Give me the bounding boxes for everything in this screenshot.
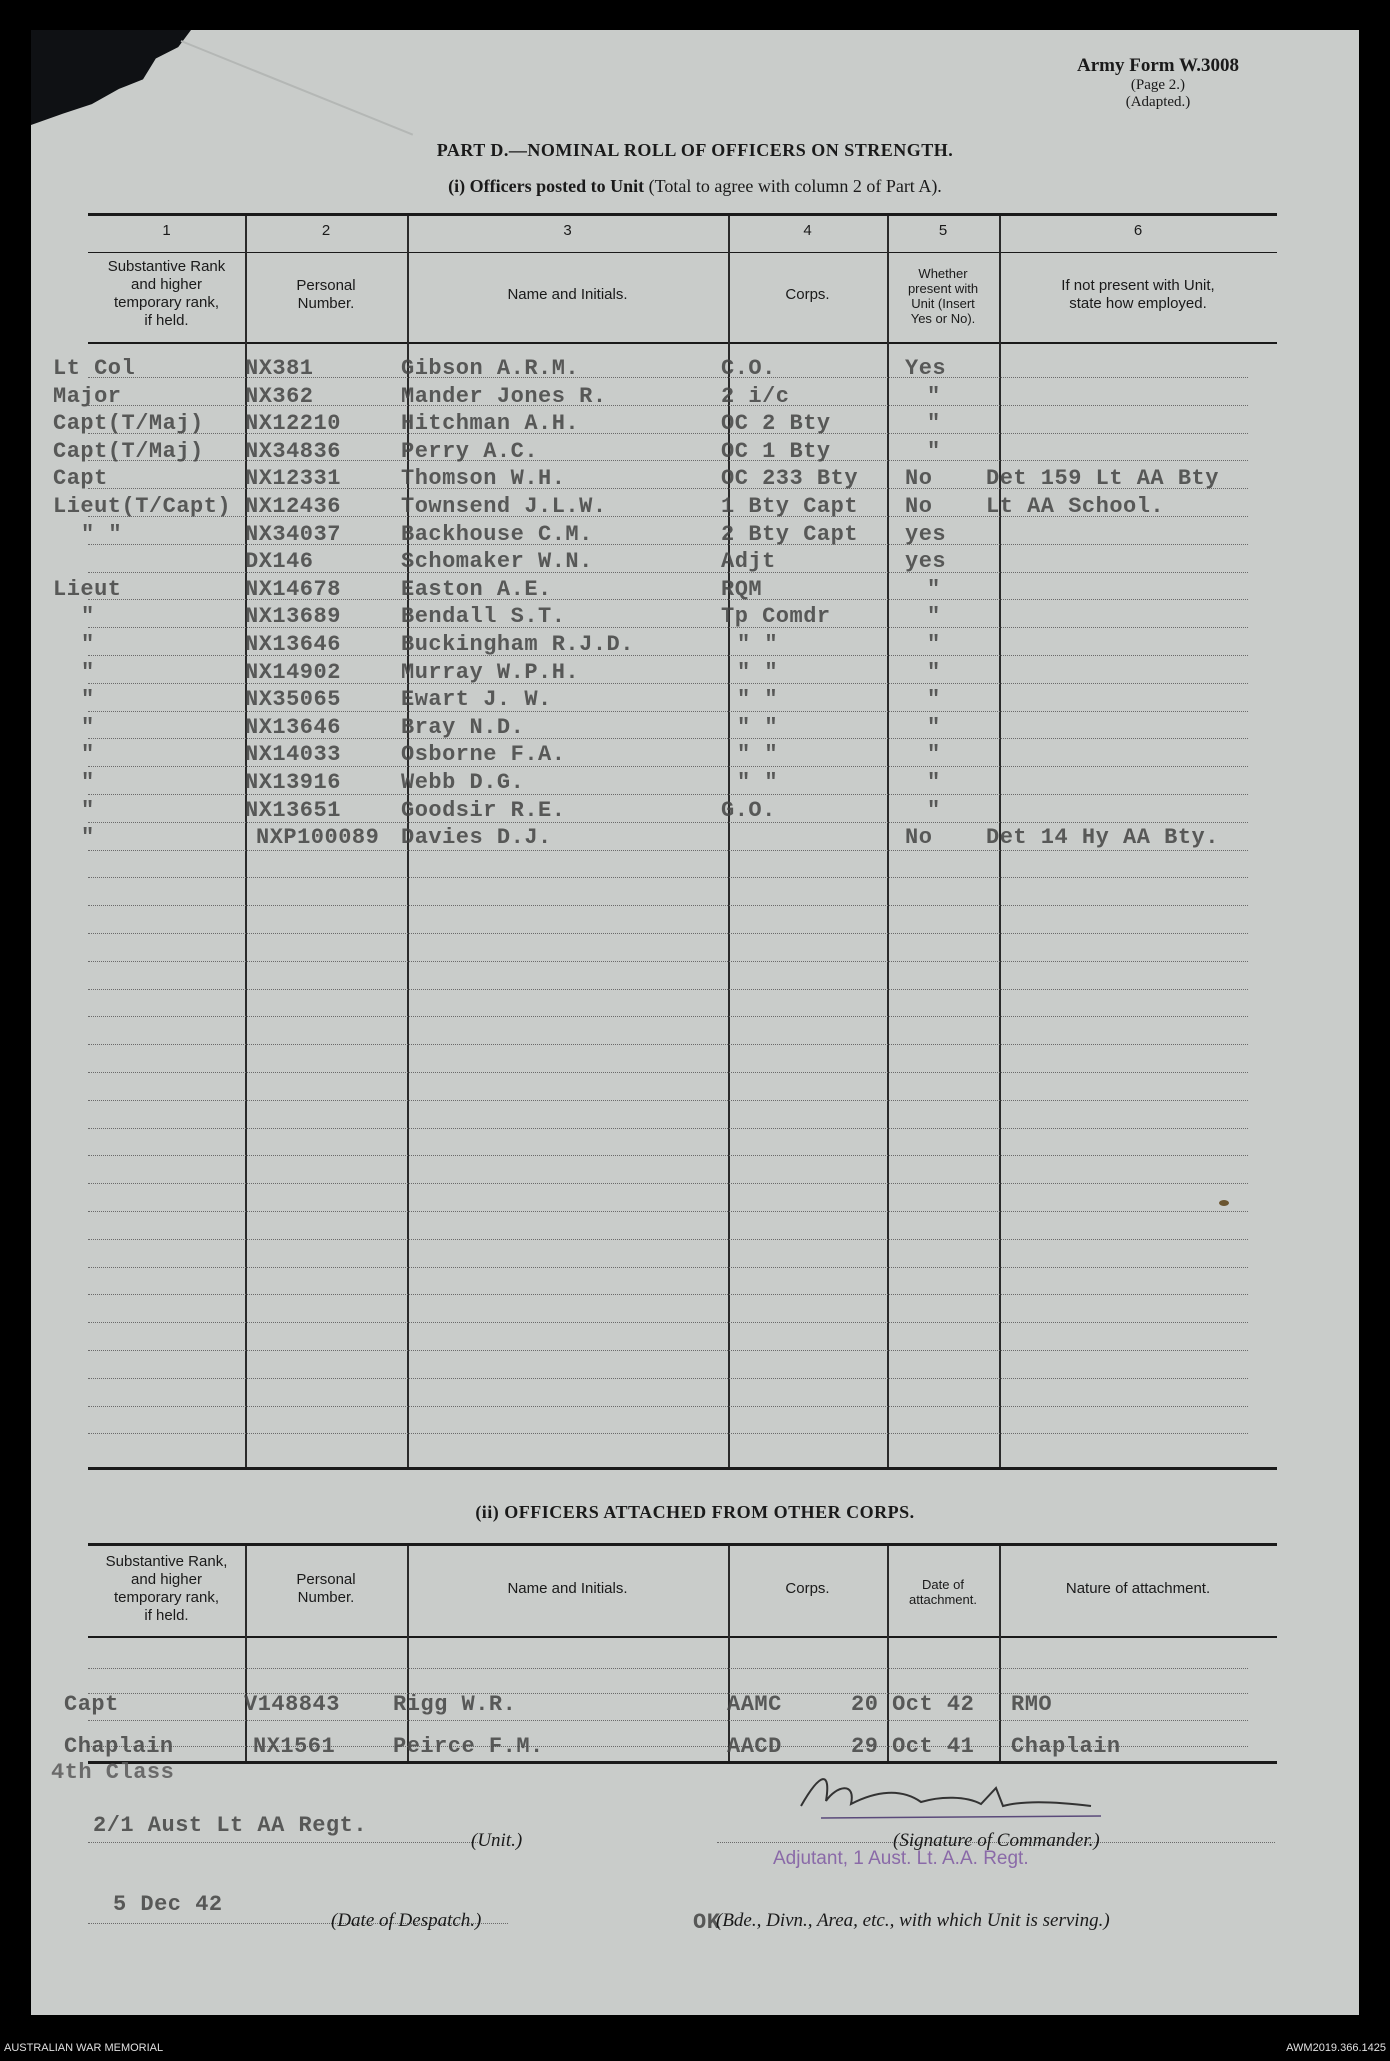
roll-name: Goodsir R.E. <box>401 797 566 823</box>
table1-bottom-rule <box>88 1467 1277 1470</box>
attached-name: Peirce F.M. <box>393 1734 544 1759</box>
form-page: (Page 2.) <box>1130 77 1186 93</box>
header-rank <box>88 258 245 330</box>
table1-col-divider-4 <box>887 216 889 1467</box>
roll-corps: " " <box>737 742 779 768</box>
roll-present: " <box>927 770 941 795</box>
roll-present: No <box>905 466 933 492</box>
roll-name: Perry A.C. <box>401 438 539 464</box>
attached-rank: Capt <box>64 1692 119 1717</box>
archive-name: AUSTRALIAN WAR MEMORIAL <box>4 2042 164 2054</box>
bde-value: OK <box>693 1910 721 1935</box>
header2-rank-line: Substantive Rank, <box>105 1553 228 1570</box>
ruled-line <box>88 1350 1248 1351</box>
roll-present: " <box>927 576 941 602</box>
ruled-line <box>88 1239 1248 1240</box>
roll-corps: 2 Bty Capt <box>721 521 859 547</box>
roll-corps: C.O. <box>721 356 776 381</box>
header2-number-line: Number. <box>297 1589 355 1606</box>
roll-rank: " <box>81 632 95 657</box>
roll-name: Mander Jones R. <box>401 383 607 409</box>
ruled-line <box>88 961 1248 962</box>
roll-number: NX12210 <box>245 411 341 437</box>
header-present-line: Yes or No). <box>910 311 976 326</box>
form-number: Army Form W.3008 <box>1076 55 1239 76</box>
roll-present: " <box>927 687 941 713</box>
header2-rank-line: temporary rank, <box>113 1589 220 1606</box>
header2-rank-line: and higher <box>131 1571 202 1588</box>
roll-employed: Det 159 Lt AA Bty <box>986 466 1219 492</box>
header2-corps: Corps. <box>785 1580 830 1597</box>
roll-name: Hitchman A.H. <box>401 411 580 437</box>
roll-present: No <box>905 825 933 851</box>
roll-present: " <box>927 714 941 740</box>
header-employed-line: If not present with Unit, <box>1061 277 1215 294</box>
section1-label <box>31 176 1359 197</box>
roll-rank: Lt Col <box>53 356 136 381</box>
roll-name: Gibson A.R.M. <box>401 356 580 381</box>
ruled-line <box>88 1322 1248 1323</box>
header-present-line: present with <box>907 281 979 296</box>
section2-title: (ii) OFFICERS ATTACHED FROM OTHER CORPS. <box>475 1502 915 1522</box>
ruled-line <box>88 1406 1248 1407</box>
roll-present: " <box>927 411 941 437</box>
torn-corner <box>31 30 191 125</box>
roll-number: NX13689 <box>245 604 341 630</box>
adjutant-stamp: Adjutant, 1 Aust. Lt. A.A. Regt. <box>773 1848 1029 1869</box>
roll-name: Easton A.E. <box>401 576 552 602</box>
roll-present: No <box>905 494 933 519</box>
header-employed-line: state how employed. <box>1069 295 1207 312</box>
ruled-line <box>88 905 1248 906</box>
roll-rank: " <box>81 825 95 851</box>
archive-footer <box>0 2037 1390 2061</box>
commander-signature <box>781 1766 1101 1831</box>
roll-corps: Tp Comdr <box>721 604 831 630</box>
roll-number: NX362 <box>245 383 314 409</box>
roll-name: Schomaker W.N. <box>401 549 593 575</box>
roll-rank: Capt <box>53 466 108 492</box>
header-rank-line: Substantive Rank <box>107 258 226 275</box>
ruled-line <box>88 1668 1248 1669</box>
unit-value: 2/1 Aust Lt AA Regt. <box>93 1813 368 1838</box>
roll-rank: Lieut <box>53 576 122 602</box>
attached-number: V148843 <box>244 1692 340 1717</box>
roll-corps: " " <box>737 687 779 713</box>
roll-rank: " <box>81 604 95 630</box>
header2-date-line: attachment. <box>909 1592 977 1607</box>
roll-number: NX13651 <box>245 797 341 823</box>
roll-corps: " " <box>737 659 779 685</box>
roll-name: Webb D.G. <box>401 770 525 795</box>
section1-label-bold: (i) Officers posted to Unit <box>448 176 645 196</box>
roll-present: " <box>927 438 941 464</box>
table2-top-rule <box>88 1543 1277 1546</box>
table2-col-divider-5 <box>999 1546 1001 1761</box>
paper-crease <box>181 40 414 136</box>
header2-date-line: Date of <box>922 1577 964 1592</box>
roll-employed: Det 14 Hy AA Bty. <box>986 825 1219 851</box>
ruled-line <box>88 1294 1248 1295</box>
col-number-1: 1 <box>162 222 171 239</box>
roll-present: yes <box>905 521 947 547</box>
date-of-despatch-value: 5 Dec 42 <box>113 1892 223 1917</box>
header-personal-number <box>245 277 407 313</box>
header-rank-line: if held. <box>144 312 189 329</box>
roll-corps: OC 1 Bty <box>721 438 831 464</box>
roll-name: Bray N.D. <box>401 714 525 740</box>
form-sheet <box>31 30 1359 2015</box>
table1-num-rule <box>88 252 1277 253</box>
ruled-line <box>88 1211 1248 1212</box>
table2-col-divider-2 <box>407 1546 409 1761</box>
roll-number: NX381 <box>245 356 314 381</box>
roll-number: NX13916 <box>245 770 341 795</box>
roll-name: Murray W.P.H. <box>401 659 580 685</box>
roll-name: Thomson W.H. <box>401 466 566 492</box>
section1-label-rest: (Total to agree with column 2 of Part A). <box>644 176 942 196</box>
roll-number: NX13646 <box>245 632 341 657</box>
roll-corps: G.O. <box>721 797 776 823</box>
header-rank-line: and higher <box>131 276 202 293</box>
header2-rank <box>88 1553 245 1625</box>
ruled-line <box>88 1100 1248 1101</box>
unit-label: (Unit.) <box>471 1830 523 1851</box>
table1-top-rule <box>88 213 1277 216</box>
header2-number-line: Personal <box>296 1571 356 1588</box>
header-name: Name and Initials. <box>507 286 628 303</box>
table2-col-divider-3 <box>728 1546 730 1761</box>
roll-corps: RQM <box>721 576 763 602</box>
header-corps: Corps. <box>785 286 830 303</box>
unit-dotted-line <box>88 1842 478 1843</box>
roll-corps: " " <box>737 632 779 657</box>
table1-header-rule <box>88 342 1277 344</box>
roll-rank: Capt(T/Maj) <box>53 411 204 437</box>
ruled-line <box>88 1378 1248 1379</box>
roll-present: " <box>927 604 941 630</box>
col-number-4: 4 <box>803 222 812 239</box>
attached-rank-class: 4th Class <box>51 1760 175 1785</box>
form-adapted: (Adapted.) <box>1125 94 1191 110</box>
header2-nature: Nature of attachment. <box>1065 1580 1211 1597</box>
header-present-line: Unit (Insert <box>911 296 975 311</box>
roll-name: Bendall S.T. <box>401 604 566 630</box>
col-number-2: 2 <box>321 222 331 239</box>
roll-name: Townsend J.L.W. <box>401 494 607 519</box>
roll-corps: 1 Bty Capt <box>721 494 859 519</box>
roll-present: " <box>927 659 941 685</box>
header-rank-line: temporary rank, <box>113 294 220 311</box>
roll-number: NX35065 <box>245 687 341 713</box>
bde-label: (Bde., Divn., Area, etc., with which Unit is serving.) <box>716 1910 1110 1931</box>
roll-number: NX14678 <box>245 576 341 602</box>
roll-number: DX146 <box>245 549 314 575</box>
col-number-6: 6 <box>1133 222 1143 239</box>
roll-name: Buckingham R.J.D. <box>401 632 634 657</box>
header-number-line: Number. <box>297 295 355 312</box>
table2-header-rule <box>88 1636 1277 1638</box>
roll-corps: " " <box>737 714 779 740</box>
attached-corps: AAMC <box>727 1692 782 1717</box>
roll-present: yes <box>905 549 947 575</box>
col-number-3: 3 <box>563 222 572 239</box>
ruled-line <box>88 1044 1248 1045</box>
signature-label: (Signature of Commander.) <box>893 1830 1100 1851</box>
roll-rank: Lieut(T/Capt) <box>53 494 232 519</box>
header2-personal-number <box>245 1571 407 1607</box>
roll-name: Osborne F.A. <box>401 742 566 768</box>
roll-rank: " <box>81 742 95 768</box>
roll-name: Davies D.J. <box>401 825 552 851</box>
roll-corps: OC 2 Bty <box>721 411 831 437</box>
roll-rank: " <box>81 770 95 795</box>
ruled-line <box>88 1720 1248 1721</box>
roll-corps: Adjt <box>721 549 776 575</box>
ruled-line <box>88 933 1248 934</box>
roll-rank: " <box>81 687 95 713</box>
roll-number: NX14902 <box>245 659 341 685</box>
header2-rank-line: if held. <box>144 1607 189 1624</box>
roll-number: NX14033 <box>245 742 341 768</box>
ruled-line <box>88 1183 1248 1184</box>
header2-name: Name and Initials. <box>507 1580 628 1597</box>
roll-present: " <box>927 797 941 823</box>
roll-rank: " <box>81 659 95 685</box>
roll-present: " <box>927 632 941 657</box>
archive-reference: AWM2019.366.1425 <box>1286 2042 1386 2054</box>
ruled-line <box>88 1128 1248 1129</box>
roll-rank: Major <box>53 383 122 409</box>
roll-rank: " <box>81 714 95 740</box>
roll-number: NX12331 <box>245 466 341 492</box>
ruled-line <box>88 1267 1248 1268</box>
roll-number: NX34836 <box>245 438 341 464</box>
paper-speck <box>1219 1200 1229 1206</box>
part-title: PART D.—NOMINAL ROLL OF OFFICERS ON STRENGTH. <box>436 140 954 160</box>
attached-nature: RMO <box>1011 1692 1053 1717</box>
attached-date: 20 Oct 42 <box>851 1692 975 1717</box>
roll-corps: " " <box>737 770 779 795</box>
header-number-line: Personal <box>296 277 356 294</box>
attached-date: 29 Oct 41 <box>851 1734 975 1759</box>
roll-number: NX13646 <box>245 714 341 740</box>
ruled-line <box>88 989 1248 990</box>
roll-present: Yes <box>905 356 947 381</box>
roll-rank: " " <box>81 521 123 547</box>
roll-rank: " <box>81 797 95 823</box>
header-present-line: Whether <box>918 266 968 281</box>
roll-rank: Capt(T/Maj) <box>53 438 204 464</box>
col-number-5: 5 <box>938 222 948 239</box>
ruled-line <box>88 1433 1248 1434</box>
ruled-line <box>88 1072 1248 1073</box>
attached-number: NX1561 <box>253 1734 336 1759</box>
attached-name: Rigg W.R. <box>393 1692 517 1717</box>
roll-present: " <box>927 742 941 768</box>
roll-name: Backhouse C.M. <box>401 521 593 547</box>
header-employed <box>999 277 1277 313</box>
roll-number: NX34037 <box>245 521 341 547</box>
roll-number: NX12436 <box>245 494 341 519</box>
header-present <box>887 266 999 326</box>
table2-bottom-rule <box>88 1761 1277 1764</box>
date-of-despatch-label: (Date of Despatch.) <box>331 1910 482 1931</box>
roll-present: " <box>927 383 941 409</box>
roll-number: NXP100089 <box>256 825 380 851</box>
roll-name: Ewart J. W. <box>401 687 552 713</box>
roll-corps: 2 i/c <box>721 383 790 409</box>
roll-corps: OC 233 Bty <box>721 466 859 492</box>
ruled-line <box>88 1016 1248 1017</box>
roll-employed: Lt AA School. <box>986 494 1165 519</box>
header2-date <box>887 1577 999 1607</box>
attached-corps: AACD <box>727 1734 782 1759</box>
attached-nature: Chaplain <box>1011 1734 1121 1759</box>
ruled-line <box>88 1155 1248 1156</box>
form-number-block <box>1077 55 1239 111</box>
attached-rank: Chaplain <box>64 1734 174 1759</box>
ruled-line <box>88 877 1248 878</box>
